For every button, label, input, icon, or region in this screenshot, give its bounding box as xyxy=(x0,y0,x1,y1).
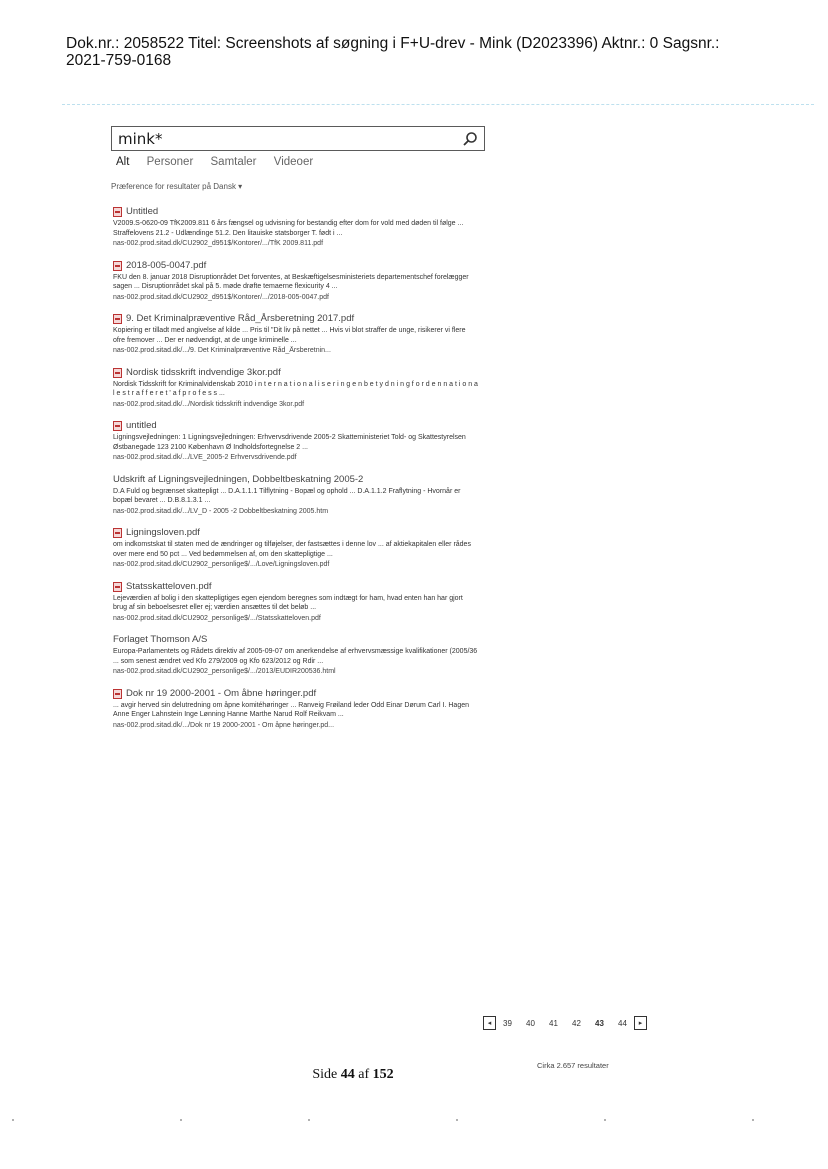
result-snippet: FKU den 8. januar 2018 Disruptionrådet Det forventes, at Beskæftigelsesministeriets departementschef forelægger sagen ... Disruptionrådet skal på 5. møde drøfte temaerne flexicurity 4 ... xyxy=(113,273,469,290)
pagination xyxy=(483,1016,647,1030)
current-page: 43 xyxy=(595,1018,604,1028)
screenshot-top-edge xyxy=(62,104,814,105)
scan-speck xyxy=(752,1119,754,1121)
result-snippet: Ligningsvejledningen: 1 Ligningsvejledningen: Erhvervsdrivende 2005-2 Skatteministeriet Told- og Skattestyrelsen Østbanegade 123 2100 København Ø Indholdsfortegnelse 2 ... xyxy=(113,434,466,451)
document-header xyxy=(66,35,786,69)
footer-page-number: 44 xyxy=(340,1067,355,1082)
result-title-row[interactable] xyxy=(113,581,478,593)
footer-middle: af xyxy=(354,1067,373,1082)
search-result xyxy=(113,688,478,731)
pdf-icon xyxy=(113,368,122,378)
search-box[interactable] xyxy=(111,126,485,151)
pdf-icon xyxy=(113,261,122,271)
result-count: Cirka 2.657 resultater xyxy=(537,1061,609,1070)
pdf-icon xyxy=(113,528,122,538)
result-title-row[interactable] xyxy=(113,634,478,646)
result-title-link[interactable]: Nordisk tidsskrift indvendige 3kor.pdf xyxy=(126,366,281,378)
result-title-row[interactable] xyxy=(113,527,478,539)
page-link-44[interactable]: 44 xyxy=(618,1018,627,1028)
result-title-link[interactable]: Untitled xyxy=(126,206,159,217)
page-footer xyxy=(0,1067,706,1083)
result-snippet: D.A Fuld og begrænset skattepligt ... D.A.1.1.1 Tilflytning - Bopæl og ophold ... D.A.1.1.2 Fraflytning - Hvornår er bopæl bevaret ... D.B.8.1.3.1 ... xyxy=(113,487,461,504)
search-input[interactable]: mink* xyxy=(118,130,163,148)
prev-page-button[interactable]: ◂ xyxy=(483,1016,496,1030)
search-result xyxy=(113,581,478,624)
result-title-link[interactable]: Ligningsloven.pdf xyxy=(126,527,200,538)
result-snippet: ... avgir herved sin delutredning om åpne komitéhøringer ... Ranveig Frøiland leder Odd Einar Dørum Carl I. Hagen Anne Enger Lahnstein Inge Lønning Hanne Marthe Narud Rolf Reikvam ... xyxy=(113,701,469,718)
search-result xyxy=(113,420,478,463)
result-url: nas-002.prod.sitad.dk/.../LV_D - 2005 -2 Dobbeltbeskatning 2005.htm xyxy=(113,507,329,515)
result-title-link[interactable]: 2018-005-0047.pdf xyxy=(126,259,207,271)
scan-speck xyxy=(12,1119,14,1121)
result-url: nas-002.prod.sitad.dk/.../Nordisk tidsskrift indvendige 3kor.pdf xyxy=(113,400,305,408)
result-title-row[interactable] xyxy=(113,260,478,272)
result-title-row[interactable] xyxy=(113,206,478,218)
search-result xyxy=(113,474,478,517)
result-snippet: Nordisk Tidsskrift for Kriminalvidenskab 2010 i n t e r n a t i o n a l i s e r i n g e n b e t y d n i n g f o r d e n n a t i o n a l e s t r a f f e r e t ' a f p r o f e s s ... xyxy=(113,380,478,397)
tab-videos[interactable]: Videoer xyxy=(273,156,314,168)
result-url: nas-002.prod.sitad.dk/.../LVE_2005-2 Erhvervsdrivende.pdf xyxy=(113,454,297,461)
next-page-button[interactable]: ▸ xyxy=(634,1016,647,1030)
footer-prefix: Side xyxy=(312,1067,341,1082)
result-snippet: Kopiering er tilladt med angivelse af kilde ... Pris til "Dit liv på nettet ... Hvis vi blot straffer de unge, risikerer vi flere ofre fremover ... Der er nødvendigt, at de unge kriminelle ... xyxy=(113,327,466,344)
result-url: nas-002.prod.sitad.dk/.../9. Det Kriminalpræventive Råd_Årsberetnin... xyxy=(113,347,331,354)
search-result xyxy=(113,367,478,410)
header-line-2: 2021-759-0168 xyxy=(66,52,172,69)
search-icon[interactable] xyxy=(462,131,478,147)
result-url: nas-002.prod.sitad.dk/CU2902_d951$/Kontorer/.../2018-005-0047.pdf xyxy=(113,293,329,301)
result-url: nas-002.prod.sitad.dk/CU2902_personlige$/.../Love/Ligningsloven.pdf xyxy=(113,561,330,568)
language-preference[interactable]: Præference for resultater på Dansk ▾ xyxy=(111,182,243,191)
result-title-link[interactable]: Statsskatteloven.pdf xyxy=(126,580,212,592)
result-title-link[interactable]: untitled xyxy=(126,420,157,431)
tab-people[interactable]: Personer xyxy=(146,156,194,168)
scan-speck xyxy=(180,1119,182,1121)
scan-speck xyxy=(604,1119,606,1121)
result-snippet: Lejeværdien af bolig i den skattepligtiges egen ejendom beregnes som indtægt for ham, hvad enten han har gjort brug af sin beboelsesret eller ej; værdien ansættes til det beløb ... xyxy=(113,594,463,611)
result-snippet: V2009.S-0620-09 TfK2009.811 6 års fængsel og udvisning for bestandig efter dom for vold med døden til følge ... Straffelovens 21.2 - Udlændinge 51.2. Den litauiske statsborger T. født i ... xyxy=(113,220,464,237)
scan-speck xyxy=(456,1119,458,1121)
results-list xyxy=(113,206,478,741)
search-tabs xyxy=(116,156,327,168)
page-link-42[interactable]: 42 xyxy=(572,1018,581,1028)
result-title-row[interactable] xyxy=(113,474,478,486)
tab-conversations[interactable]: Samtaler xyxy=(210,156,257,168)
result-title-link[interactable]: Dok nr 19 2000-2001 - Om åbne høringer.pdf xyxy=(126,687,317,699)
result-title-row[interactable] xyxy=(113,420,478,432)
pdf-icon xyxy=(113,582,122,592)
page-link-40[interactable]: 40 xyxy=(526,1018,535,1028)
result-title-link[interactable]: 9. Det Kriminalpræventive Råd_Årsberetning 2017.pdf xyxy=(126,313,355,324)
search-result xyxy=(113,260,478,303)
result-title-link[interactable]: Udskrift af Ligningsvejledningen, Dobbeltbeskatning 2005-2 xyxy=(113,473,364,485)
footer-page-total: 152 xyxy=(372,1067,394,1082)
result-url: nas-002.prod.sitad.dk/CU2902_d951$/Kontorer/.../TfK 2009.811.pdf xyxy=(113,240,324,247)
pdf-icon xyxy=(113,207,122,217)
page-link-39[interactable]: 39 xyxy=(503,1018,512,1028)
result-snippet: Europa-Parlamentets og Rådets direktiv af 2005-09-07 om anerkendelse af erhvervsmæssige kvalifikationer (2005/36 ... som senest ændret ved Kfo 279/2009 og Kfo 623/2012 og Rdir ... xyxy=(113,648,478,665)
scan-speck xyxy=(308,1119,310,1121)
result-snippet: om indkomstskat til staten med de ændringer og tilføjelser, der fastsættes i denne lov ... af aktiekapitalen eller rådes over mere end 50 pct ... Ved bedømmelsen af, om den skattepligtige ... xyxy=(113,541,471,558)
search-result xyxy=(113,634,478,677)
tab-all[interactable]: Alt xyxy=(116,156,130,168)
result-url: nas-002.prod.sitad.dk/CU2902_personlige$/.../2013/EUDIR200536.html xyxy=(113,668,336,675)
pdf-icon xyxy=(113,314,122,324)
search-result xyxy=(113,206,478,249)
result-url: nas-002.prod.sitad.dk/CU2902_personlige$/.../Statsskatteloven.pdf xyxy=(113,614,321,622)
result-title-link[interactable]: Forlaget Thomson A/S xyxy=(113,634,208,645)
result-url: nas-002.prod.sitad.dk/.../Dok nr 19 2000-2001 - Om åpne høringer.pd... xyxy=(113,721,335,729)
result-title-row[interactable] xyxy=(113,313,478,325)
result-title-row[interactable] xyxy=(113,367,478,379)
result-title-row[interactable] xyxy=(113,688,478,700)
search-result xyxy=(113,527,478,570)
pdf-icon xyxy=(113,689,122,699)
header-line-1: Dok.nr.: 2058522 Titel: Screenshots af søgning i F+U-drev - Mink (D2023396) Aktnr.: 0 Sagsnr.: xyxy=(66,35,720,52)
search-result xyxy=(113,313,478,356)
page-link-41[interactable]: 41 xyxy=(549,1018,558,1028)
pdf-icon xyxy=(113,421,122,431)
